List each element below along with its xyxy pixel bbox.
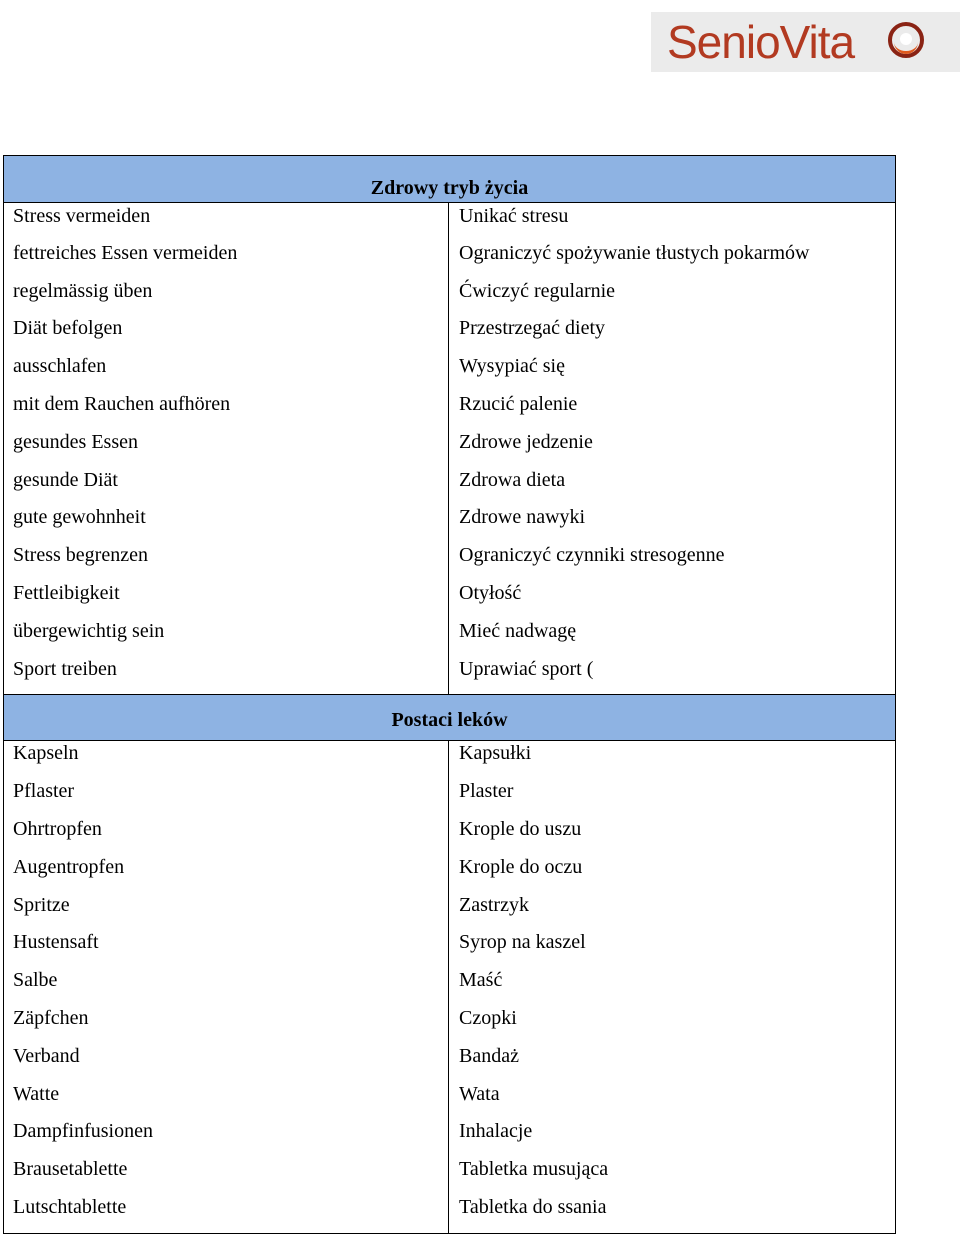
german-term: regelmässig üben <box>13 279 153 302</box>
german-term: Sport treiben <box>13 657 117 680</box>
polish-term: Plaster <box>459 780 514 803</box>
german-term: Zäpfchen <box>13 1006 89 1029</box>
german-term: Spritze <box>13 893 70 916</box>
table-row <box>4 505 895 543</box>
table-row <box>4 817 895 855</box>
table-row <box>4 1195 895 1233</box>
polish-term: Przestrzegać diety <box>459 317 606 340</box>
polish-term: Krople do uszu <box>459 817 582 840</box>
table-row <box>4 468 895 506</box>
section-rows-drug-forms <box>4 741 895 1232</box>
german-term: Stress begrenzen <box>13 544 148 567</box>
german-term: Kapseln <box>13 742 79 765</box>
table-row <box>4 354 895 392</box>
table-row <box>4 1044 895 1082</box>
german-term: Augentropfen <box>13 855 125 878</box>
table-row <box>4 203 895 241</box>
table-row <box>4 1119 895 1157</box>
german-term: ausschlafen <box>13 355 107 378</box>
table-row <box>4 893 895 931</box>
table-row <box>4 619 895 657</box>
table-row <box>4 430 895 468</box>
german-term: Salbe <box>13 969 58 992</box>
table-row <box>4 1006 895 1044</box>
german-term: mit dem Rauchen aufhören <box>13 392 231 415</box>
polish-term: Tabletka musująca <box>459 1158 609 1181</box>
logo-text: SenioVita <box>667 16 855 68</box>
german-term: Fettleibigkeit <box>13 581 120 604</box>
polish-term: Unikać stresu <box>459 205 569 227</box>
polish-term: Uprawiać sport ( <box>459 657 594 680</box>
table-row <box>4 392 895 430</box>
polish-term: Bandaż <box>459 1044 519 1067</box>
german-term: Watte <box>13 1082 60 1105</box>
table-row <box>4 316 895 354</box>
polish-term: Kapsułki <box>459 742 532 765</box>
table-row <box>4 581 895 619</box>
german-term: Brausetablette <box>13 1158 128 1181</box>
table-row <box>4 741 895 779</box>
polish-term: Mieć nadwagę <box>459 619 577 642</box>
polish-term: Maść <box>459 969 503 992</box>
german-term: Pflaster <box>13 780 75 803</box>
polish-term: Rzucić palenie <box>459 392 578 415</box>
german-term: Lutschtablette <box>13 1195 127 1218</box>
polish-term: Zdrowe nawyki <box>459 506 586 529</box>
german-term: Hustensaft <box>13 931 99 954</box>
vocabulary-table <box>3 155 896 1234</box>
polish-term: Zdrowe jedzenie <box>459 430 593 453</box>
german-term: fettreiches Essen vermeiden <box>13 241 238 264</box>
polish-term: Ograniczyć spożywanie tłustych pokarmów <box>459 241 810 264</box>
polish-term: Ograniczyć czynniki stresogenne <box>459 544 725 567</box>
section-title: Postaci leków <box>391 709 508 732</box>
table-row <box>4 1082 895 1120</box>
section-header-drug-forms <box>4 694 895 741</box>
table-row <box>4 279 895 317</box>
polish-term: Zastrzyk <box>459 893 529 916</box>
polish-term: Krople do oczu <box>459 855 583 878</box>
section-header-healthy-lifestyle <box>4 156 895 203</box>
polish-term: Zdrowa dieta <box>459 468 566 491</box>
seniovita-logo <box>651 12 960 72</box>
section-title: Zdrowy tryb życia <box>370 177 529 199</box>
table-row <box>4 543 895 581</box>
polish-term: Czopki <box>459 1006 517 1029</box>
german-term: übergewichtig sein <box>13 619 165 642</box>
german-term: gesundes Essen <box>13 430 138 453</box>
table-row <box>4 968 895 1006</box>
table-row <box>4 241 895 279</box>
section-rows-healthy-lifestyle <box>4 203 895 694</box>
german-term: Dampfinfusionen <box>13 1120 153 1143</box>
german-term: Ohrtropfen <box>13 817 102 840</box>
logo-mark-icon <box>888 22 924 58</box>
polish-term: Tabletka do ssania <box>459 1195 607 1218</box>
table-row <box>4 1157 895 1195</box>
polish-term: Syrop na kaszel <box>459 931 586 954</box>
polish-term: Wata <box>459 1082 500 1105</box>
polish-term: Inhalacje <box>459 1120 533 1143</box>
polish-term: Wysypiać się <box>459 355 565 378</box>
german-term: Verband <box>13 1044 80 1067</box>
table-row <box>4 779 895 817</box>
table-row <box>4 930 895 968</box>
german-term: gute gewohnheit <box>13 506 146 529</box>
german-term: Stress vermeiden <box>13 205 151 227</box>
polish-term: Ćwiczyć regularnie <box>459 279 616 302</box>
table-row <box>4 855 895 893</box>
polish-term: Otyłość <box>459 581 522 604</box>
german-term: gesunde Diät <box>13 468 118 491</box>
table-row <box>4 657 895 695</box>
german-term: Diät befolgen <box>13 317 123 340</box>
